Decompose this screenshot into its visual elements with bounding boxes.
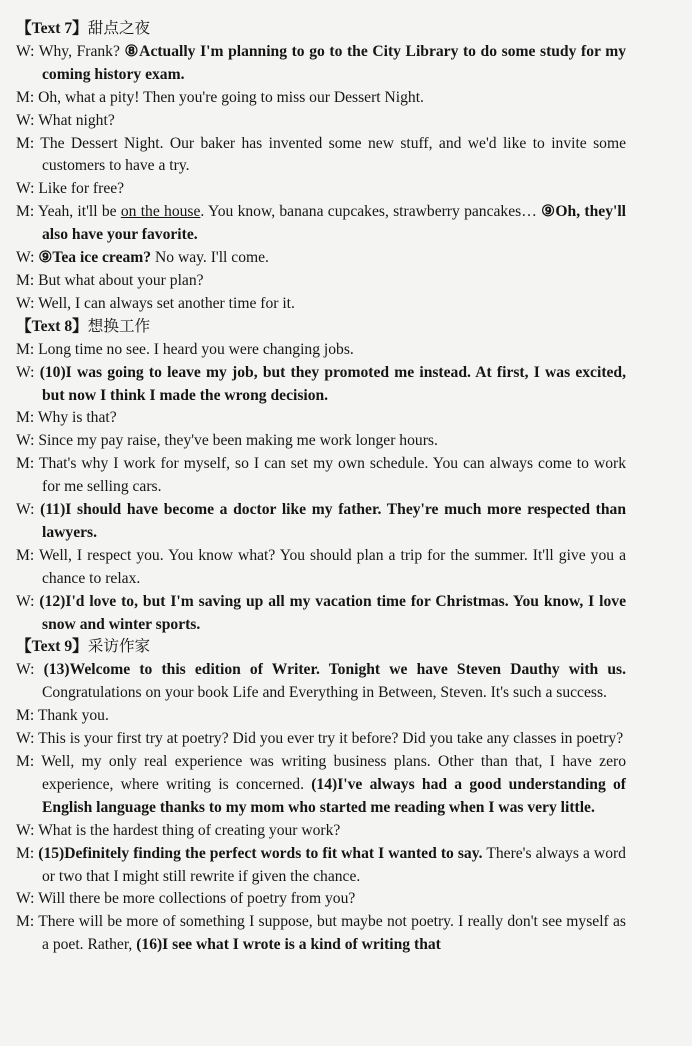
dialogue-line — [16, 911, 626, 957]
section-title: 采访作家 — [87, 638, 151, 656]
dialogue-line — [16, 293, 626, 316]
speaker-label: W: — [16, 42, 39, 60]
dialogue-line — [16, 201, 626, 247]
dialogue-line — [16, 407, 626, 430]
dialogue-line — [16, 270, 626, 293]
section-title: 甜点之夜 — [87, 20, 151, 37]
section-label: 【Text 9】 — [16, 638, 88, 656]
dialogue-text: Will there be more collections of poetry from you? — [38, 890, 356, 908]
dialogue-text: Why, Frank? — [38, 42, 125, 60]
speaker-label: W: — [16, 111, 39, 129]
answer-text: (14)I've always had a good understanding of English language thanks to my mom who started me reading when I was very little. — [42, 775, 626, 816]
dialogue-text: No way. I'll come. — [151, 249, 269, 267]
dialogue-line — [16, 843, 626, 889]
speaker-label: W: — [16, 432, 39, 450]
speaker-label: W: — [16, 661, 44, 679]
dialogue-line — [16, 362, 626, 408]
transcript-body — [16, 18, 626, 957]
dialogue-text: Long time no see. I heard you were changing jobs. — [38, 340, 354, 358]
speaker-label: M: — [16, 753, 42, 770]
speaker-label: W: — [16, 890, 39, 908]
answer-text: (12)I'd love to, but I'm saving up all my vacation time for Christmas. You know, I love snow and winter sports. — [39, 592, 626, 633]
dialogue-text: The Dessert Night. Our baker has invented some new stuff, and we'd like to invite some customers to have a try. — [40, 134, 626, 175]
speaker-label: M: — [16, 913, 39, 931]
dialogue-text: Why is that? — [37, 409, 117, 427]
dialogue-text: Well, I respect you. You know what? You should plan a trip for the summer. It'll give you a chance to relax. — [38, 546, 626, 587]
dialogue-text: Well, my only real experience was writing business plans. Other than that, I have zero experience, where writing is concerned. — [41, 753, 626, 793]
answer-text: (15)Definitely finding the perfect words to fit what I wanted to say. — [38, 844, 483, 862]
section-title: 想换工作 — [87, 317, 151, 335]
dialogue-text: There will be more of something I suppose, but maybe not poetry. I really don't see myself as a poet. Rather, — [38, 913, 626, 954]
speaker-label: M: — [16, 203, 38, 221]
speaker-label: M: — [16, 409, 38, 427]
dialogue-text: . You know, banana cupcakes, strawberry pancakes… — [200, 203, 542, 221]
dialogue-text: This is your first try at poetry? Did you ever try it before? Did you take any classes in poetry? — [38, 730, 624, 748]
dialogue-line — [16, 41, 626, 87]
dialogue-text: Since my pay raise, they've been making me work longer hours. — [38, 432, 438, 450]
dialogue-line — [16, 659, 626, 705]
dialogue-line — [16, 751, 626, 820]
dialogue-line — [16, 591, 626, 637]
speaker-label: M: — [16, 844, 39, 862]
answer-text: (10)I was going to leave my job, but they promoted me instead. At first, I was excited, but now I think I made the wrong decision. — [39, 363, 627, 404]
answer-text: (11)I should have become a doctor like my father. They're much more respected than lawyers. — [40, 501, 627, 541]
speaker-label: W: — [16, 363, 40, 381]
dialogue-line — [16, 247, 626, 270]
speaker-label: W: — [16, 730, 39, 748]
dialogue-line — [16, 545, 626, 591]
speaker-label: W: — [16, 249, 39, 267]
answer-text: (13)Welcome to this edition of Writer. Tonight we have Steven Dauthy with us. — [43, 661, 626, 679]
dialogue-line — [16, 705, 626, 728]
dialogue-text: What night? — [38, 111, 115, 129]
answer-text: ⑧Actually I'm planning to go to the City Library to do some study for my coming history exam. — [42, 42, 627, 83]
speaker-label: M: — [16, 455, 39, 473]
speaker-label: W: — [16, 501, 41, 519]
section-header — [16, 636, 626, 659]
dialogue-line — [16, 133, 626, 179]
dialogue-text: Like for free? — [38, 180, 125, 198]
speaker-label: M: — [16, 271, 39, 289]
speaker-label: W: — [16, 294, 39, 312]
answer-text: ⑨Tea ice cream? — [38, 249, 152, 267]
dialogue-text: But what about your plan? — [38, 271, 204, 289]
speaker-label: M: — [16, 546, 39, 564]
answer-text: ⑨Oh, they'll also have your favorite. — [42, 203, 626, 244]
section-header — [16, 18, 626, 41]
dialogue-text: There's always a word or two that I might still rewrite if given the chance. — [42, 844, 626, 885]
dialogue-line — [16, 499, 626, 545]
dialogue-line — [16, 178, 626, 201]
dialogue-line — [16, 110, 626, 133]
dialogue-line — [16, 339, 626, 362]
section-label: 【Text 7】 — [16, 20, 88, 37]
dialogue-text: What is the hardest thing of creating your work? — [38, 821, 341, 839]
speaker-label: M: — [16, 134, 41, 152]
dialogue-text: Thank you. — [37, 707, 109, 725]
underlined-text: on the house — [120, 203, 201, 221]
speaker-label: M: — [16, 340, 39, 358]
dialogue-text: Oh, what a pity! Then you're going to miss our Dessert Night. — [38, 88, 424, 106]
dialogue-line — [16, 820, 626, 843]
section-header — [16, 316, 626, 339]
section-label: 【Text 8】 — [16, 317, 88, 335]
speaker-label: M: — [16, 88, 39, 106]
dialogue-line — [16, 728, 626, 751]
speaker-label: M: — [16, 707, 38, 725]
dialogue-line — [16, 87, 626, 110]
dialogue-text: Congratulations on your book Life and Everything in Between, Steven. It's such a success. — [42, 684, 607, 702]
dialogue-line — [16, 888, 626, 911]
speaker-label: W: — [16, 180, 39, 198]
dialogue-text: That's why I work for myself, so I can set my own schedule. You can always come to work for me selling cars. — [38, 455, 626, 496]
dialogue-text: Well, I can always set another time for it. — [38, 294, 295, 312]
speaker-label: W: — [16, 821, 39, 839]
speaker-label: W: — [16, 592, 40, 610]
dialogue-line — [16, 430, 626, 453]
dialogue-line — [16, 453, 626, 499]
answer-text: (16)I see what I wrote is a kind of writing that — [136, 936, 441, 954]
dialogue-text: Yeah, it'll be — [37, 203, 121, 221]
